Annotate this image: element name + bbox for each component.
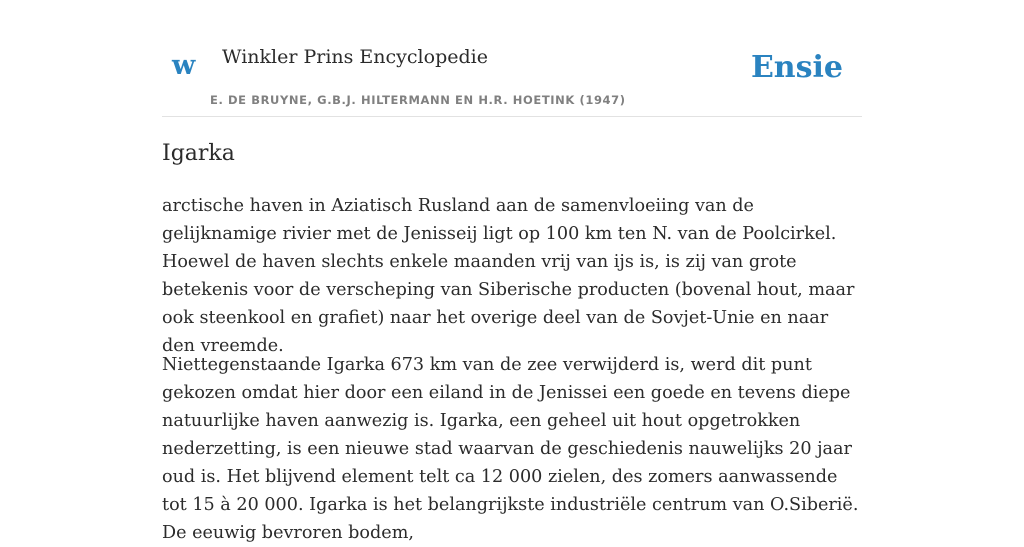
- article-paragraph: arctische haven in Aziatisch Rusland aan de samenvloeiing van de gelijknamige rivier met de Jenisseij ligt op 100 km ten N. van de Poolcirkel. Hoewel de haven slechts enkele maanden vrij van ijs is, is zij van grote betekenis voor de verscheping van Siberische producten (bovenal hout, maar ook steenkool en grafiet) naar het overige deel van de Sovjet-Unie en naar den vreemde.: [162, 196, 855, 356]
- source-authors: E. DE BRUYNE, G.B.J. HILTERMANN EN H.R. HOETINK (1947): [210, 93, 626, 107]
- article-title: Igarka: [162, 141, 235, 166]
- ensie-logo[interactable]: Ensie: [750, 50, 843, 85]
- article: [162, 138, 862, 543]
- site-header: [162, 0, 862, 117]
- source-logo-icon[interactable]: w: [172, 50, 196, 81]
- source-title[interactable]: Winkler Prins Encyclopedie: [222, 46, 488, 68]
- article-paragraph: Niettegenstaande Igarka 673 km van de zee verwijderd is, werd dit punt gekozen omdat hier door een eiland in de Jenissei een goede en tevens diepe natuurlijke haven aanwezig is. Igarka, een geheel uit hout opgetrokken nederzetting, is een nieuwe stad waarvan de geschiedenis nauwelijks 20 jaar oud is. Het blijvend element telt ca 12 000 zielen, des zomers aanwassende tot 15 à 20 000. Igarka is het belangrijkste industriële centrum van O.Siberië. De eeuwig bevroren bodem,: [162, 355, 859, 543]
